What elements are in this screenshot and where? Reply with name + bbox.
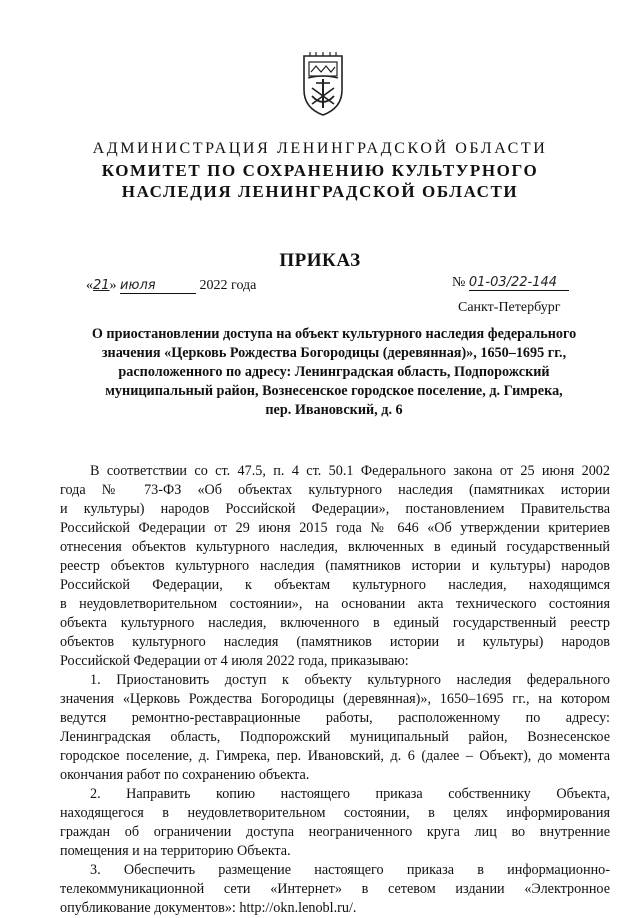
item-1-line: ведутся ремонтно-реставрационные работы, расположенному по адресу: <box>60 710 610 726</box>
item-2-line: граждан об ограничении доступа неограниченного круга лиц во внутренние <box>60 824 610 840</box>
body-line: Российской Федерации, к объектам культурного наследия, находящимся <box>60 577 610 593</box>
item-1-line: окончания работ по сохранению объекта. <box>60 767 310 783</box>
order-body <box>60 462 610 918</box>
committee-name-line1: КОМИТЕТ ПО СОХРАНЕНИЮ КУЛЬТУРНОГО <box>101 161 539 180</box>
item-2-line: находящегося в неудовлетворительном состоянии, в целях информирования <box>60 805 610 821</box>
body-line: В соответствии со ст. 47.5, п. 4 ст. 50.1 Федерального закона от 25 июня 2002 <box>90 463 610 479</box>
administration-name: АДМИНИСТРАЦИЯ ЛЕНИНГРАДСКОЙ ОБЛАСТИ <box>92 140 548 157</box>
order-date <box>86 278 256 294</box>
document-title: ПРИКАЗ <box>279 250 361 271</box>
body-line: отнесения объектов культурного наследия, включенных в единый государственный <box>60 539 610 555</box>
number-label: № <box>452 275 466 290</box>
subject-line: О приостановлении доступа на объект культурного наследия федерального <box>91 326 577 342</box>
item-1-line: Ленинградская область, Подпорожский муниципальный район, Вознесенское <box>60 729 610 745</box>
number-value: 01-03/22-144 <box>469 275 569 291</box>
body-line: Российской Федерации от 29 июня 2015 года № 646 «Об утверждении критериев <box>60 520 610 536</box>
order-subject <box>60 325 608 420</box>
committee-name-line2: НАСЛЕДИЯ ЛЕНИНГРАДСКОЙ ОБЛАСТИ <box>121 182 519 201</box>
item-3-line: 3. Обеспечить размещение настоящего приказа в информационно- <box>90 862 610 878</box>
body-line: года № 73-ФЗ «Об объектах культурного наследия (памятниках истории <box>60 482 610 498</box>
coat-of-arms-emblem <box>300 52 346 118</box>
subject-line: расположенного по адресу: Ленинградская область, Подпорожский <box>118 364 550 380</box>
body-line: Российской Федерации от 4 июля 2022 года, приказываю: <box>60 653 409 669</box>
item-2-line: помещения и на территорию Объекта. <box>60 843 291 859</box>
item-1-line: значения «Церковь Рождества Богородицы (деревянная)», 1650–1695 гг., на котором <box>60 691 610 707</box>
body-line: объектов культурного наследия (памятников истории и культуры) народов <box>60 634 610 650</box>
subject-line: значения «Церковь Рождества Богородицы (деревянная)», 1650–1695 гг., <box>101 345 567 361</box>
body-line: в неудовлетворительном состоянии», на основании акта технического состояния <box>60 596 610 612</box>
issue-city: Санкт-Петербург <box>458 300 561 315</box>
order-number <box>452 275 569 291</box>
item-3-line: телекоммуникационной сети «Интернет» в сетевом издании «Электронное <box>60 881 610 897</box>
date-month: июля <box>120 278 196 294</box>
item-1-line: 1. Приостановить доступ к объекту культурного наследия федерального <box>90 672 610 688</box>
subject-line: пер. Ивановский, д. 6 <box>265 402 403 418</box>
item-1-line: городское поселение, д. Гимрека, пер. Ивановский, д. 6 (далее – Объект), до момента <box>60 748 610 764</box>
item-3-line: опубликование документов»: http://okn.lenobl.ru/. <box>60 900 357 916</box>
body-line: реестр объектов культурного наследия (памятников истории и культуры) народов <box>60 558 610 574</box>
date-open-quote: « <box>86 278 93 293</box>
item-2-line: 2. Направить копию настоящего приказа собственнику Объекта, <box>90 786 610 802</box>
date-close-quote: » <box>109 278 117 293</box>
body-line: и культуры) народов Российской Федерации», постановлением Правительства <box>60 501 610 517</box>
subject-line: муниципальный район, Вознесенское городское поселение, д. Гимрека, <box>105 383 563 399</box>
date-day: 21 <box>93 278 110 293</box>
body-line: объекта культурного наследия, включенного в единый государственный реестр <box>60 615 610 631</box>
date-year: 2022 года <box>199 278 257 293</box>
